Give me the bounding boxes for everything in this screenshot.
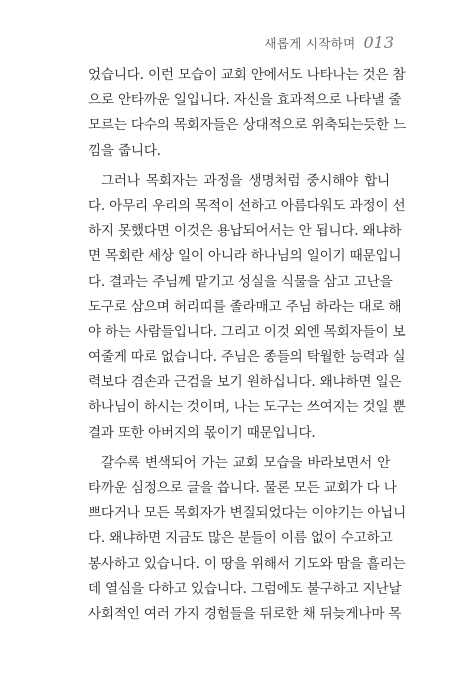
- text-line: 도구로 삼으며 허리띠를 졸라매고 주님 하라는 대로 해: [88, 298, 402, 315]
- text-line: 력보다 겸손과 근검을 보기 원하십니다. 왜냐하면 일은: [88, 374, 402, 391]
- paragraph: [88, 169, 406, 446]
- body-text: [88, 63, 407, 627]
- text-line: 다. 왜냐하면 지금도 많은 분들이 이름 없이 수고하고: [88, 530, 393, 547]
- text-line: 데 열심을 다하고 있습니다. 그럼에도 불구하고 지난날: [88, 580, 402, 597]
- text-line: 으로 안타까운 일입니다. 자신을 효과적으로 나타낼 줄: [88, 92, 402, 109]
- text-line: 다. 결과는 주님께 맡기고 성실을 식물을 삼고 고난을: [88, 273, 393, 290]
- running-head: 새롭게 시작하며: [264, 36, 356, 51]
- text-line: 봉사하고 있습니다. 이 땅을 위해서 기도와 땀을 흘리는: [88, 555, 406, 572]
- page-header: [265, 33, 394, 52]
- text-line: 타까운 심정으로 글을 씁니다. 물론 모든 교회가 다 나: [88, 480, 397, 496]
- text-line: 사회적인 여러 가지 경험들을 뒤로한 채 뒤늦게나마 목: [88, 605, 402, 622]
- text-line: 었습니다. 이런 모습이 교회 안에서도 나타나는 것은 참: [88, 67, 406, 83]
- text-line: 면 목회란 세상 일이 아니라 하나님의 일이기 때문입니: [88, 248, 402, 265]
- paragraph: [88, 63, 407, 164]
- text-line: 하지 못했다면 이것은 용납되어서는 안 됩니다. 왜냐하: [88, 223, 402, 240]
- page-number: 013: [363, 33, 394, 52]
- text-line: 갈수록 변색되어 가는 교회 모습을 바라보면서 안: [101, 454, 390, 471]
- paragraph: [88, 451, 407, 627]
- text-line: 그러나 목회자는 과정을 생명처럼 중시해야 합니: [101, 172, 390, 189]
- text-line: 결과 또한 아버지의 몫이기 때문입니다.: [88, 424, 316, 441]
- text-line: 하나님이 하시는 것이며, 나는 도구는 쓰여지는 것일 뿐: [88, 399, 406, 416]
- text-line: 쁘다거나 모든 목회자가 변질되었다는 이야기는 아닙니: [88, 505, 407, 522]
- text-line: 여줄게 따로 없습니다. 주님은 종들의 탁월한 능력과 실: [88, 349, 406, 366]
- text-line: 야 하는 사람들입니다. 그리고 이것 외엔 목회자들이 보: [88, 323, 406, 340]
- text-line: 다. 아무리 우리의 목적이 선하고 아름다워도 과정이 선: [88, 197, 406, 214]
- text-line: 모르는 다수의 목회자들은 상대적으로 위축되는듯한 느: [88, 117, 407, 134]
- text-line: 낌을 줍니다.: [88, 142, 161, 159]
